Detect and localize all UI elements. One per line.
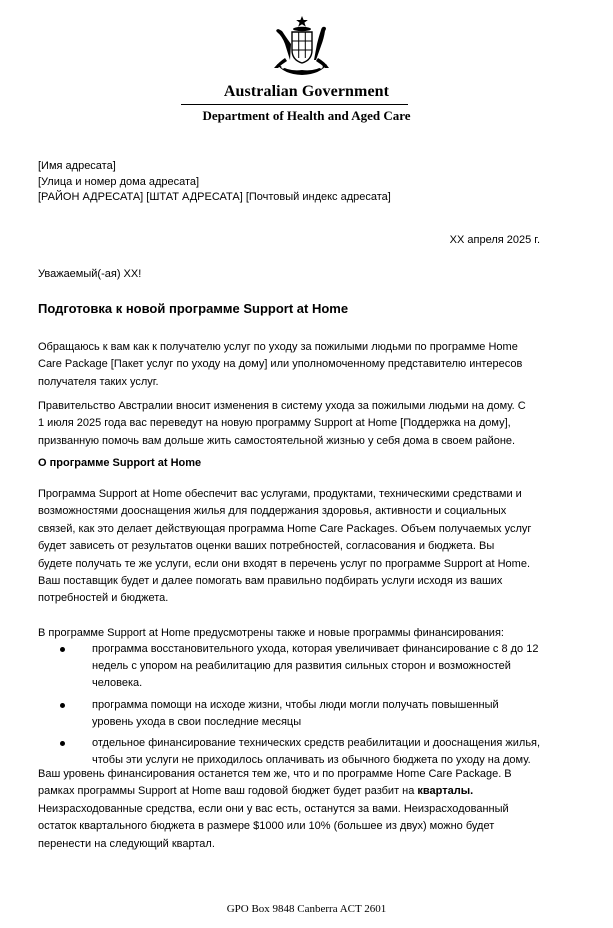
coat-of-arms-emblem xyxy=(269,14,335,76)
funding-list-item: программа восстановительного ухода, которая увеличивает финансирование с 8 до 12 недель с упором на реабилитацию для развития сильных сторон и возможностей человека. xyxy=(60,641,560,693)
about-line: связей, как это делает действующая программа Home Care Packages. Объем получаемых услуг xyxy=(38,522,532,535)
about-line: потребностей и бюджета. xyxy=(38,592,169,605)
budget-line: Неизрасходованные средства, если они у вас есть, останутся за вами. Неизрасходованный xyxy=(38,802,509,815)
recipient-locality: [РАЙОН АДРЕСАТА] [ШТАТ АДРЕСАТА] [Почтовый индекс адресата] xyxy=(38,191,391,203)
funding-list xyxy=(60,641,560,773)
bullet-icon xyxy=(60,703,65,708)
letter-heading: Подготовка к новой программе Support at Home xyxy=(38,301,349,316)
budget-line: остаток квартального бюджета в размере $1000 или 10% (большее из двух) можно будет xyxy=(38,820,495,833)
about-paragraph xyxy=(38,486,563,608)
government-name: Australian Government xyxy=(223,83,390,100)
bullet-icon xyxy=(60,741,65,746)
letter-date: XX апреля 2025 г. xyxy=(449,234,540,246)
funding-list-item: программа помощи на исходе жизни, чтобы люди могли получать повышенный уровень ухода в свои последние месяцы xyxy=(60,697,560,731)
salutation: Уважаемый(-ая) XX! xyxy=(38,268,142,280)
about-line: будете получать те же услуги, если они входят в перечень услуг по программе Support at Home. xyxy=(38,557,531,570)
letterhead-divider xyxy=(181,104,408,105)
change-line: призванную помочь вам дольше жить самостоятельной жизнью у себя дома в своем районе. xyxy=(38,434,516,447)
about-line: Ваш поставщик будет и далее помогать вам правильно подбирать услуги исходя из ваших xyxy=(38,575,503,588)
footer-address: GPO Box 9848 Canberra ACT 2601 xyxy=(226,903,387,915)
funding-intro: В программе Support at Home предусмотрены также и новые программы финансирования: xyxy=(38,627,504,639)
department-name: Department of Health and Aged Care xyxy=(202,108,411,123)
recipient-street: [Улица и номер дома адресата] xyxy=(38,176,200,188)
bullet-icon xyxy=(60,647,65,652)
budget-line: перенести на следующий квартал. xyxy=(38,837,215,850)
about-line: будет зависеть от результатов оценки ваших потребностей, согласования и бюджета. Вы xyxy=(38,540,495,553)
intro-paragraph xyxy=(38,339,563,391)
about-line: возможностями дооснащения жилья для поддержания здоровья, активности и социальных xyxy=(38,505,507,518)
change-paragraph xyxy=(38,398,563,450)
intro-line: получателя таких услуг. xyxy=(38,375,159,388)
change-line: 1 июля 2025 года вас переведут на новую программу Support at Home [Поддержка на дому], xyxy=(38,417,511,430)
about-line: Программа Support at Home обеспечит вас услугами, продуктами, техническими средствами и xyxy=(38,488,522,500)
recipient-name: [Имя адресата] xyxy=(38,160,116,172)
budget-line: рамках программы Support at Home ваш годовой бюджет будет разбит на кварталы. xyxy=(38,785,474,798)
change-line: Правительство Австралии вносит изменения в систему ухода за пожилыми людьми на дому. С xyxy=(38,400,526,412)
budget-line: Ваш уровень финансирования останется тем же, что и по программе Home Care Package. В xyxy=(38,768,512,780)
budget-paragraph xyxy=(38,766,563,853)
intro-line: Care Package [Пакет услуг по уходу на дому] или уполномоченному представителю интересов xyxy=(38,358,523,371)
funding-list-item: отдельное финансирование технических средств реабилитации и дооснащения жилья, чтобы эти услуги не приходилось оплачивать из обычного бюджета по уходу на дому. xyxy=(60,735,560,769)
about-heading: О программе Support at Home xyxy=(38,457,202,469)
intro-line: Обращаюсь к вам как к получателю услуг по уходу за пожилыми людьми по программе Home xyxy=(38,341,518,353)
quarters-emphasis: кварталы. xyxy=(417,785,474,798)
